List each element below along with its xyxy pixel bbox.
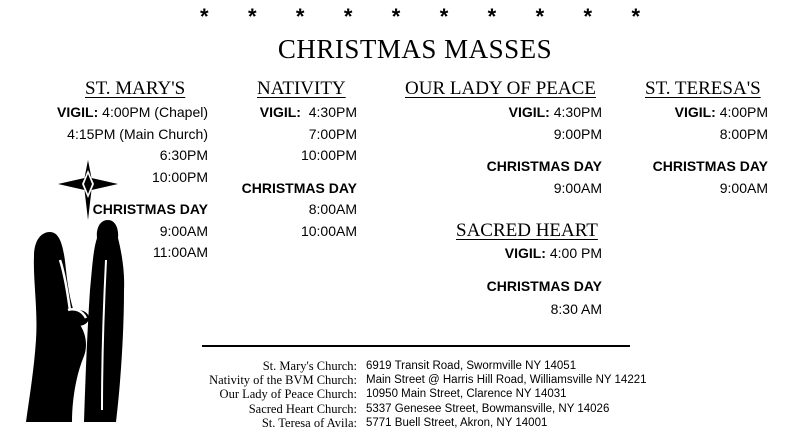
address-church-name: Sacred Heart Church: xyxy=(248,401,357,416)
star: * xyxy=(439,4,449,29)
vigil-row xyxy=(487,102,602,124)
mass-time: 4:00 PM xyxy=(549,245,602,261)
christmas-day-label: CHRISTMAS DAY xyxy=(486,277,602,294)
vigil-label: VIGIL: xyxy=(57,104,99,120)
church-heading-our-lady-of-peace: OUR LADY OF PEACE xyxy=(405,78,596,99)
schedule-sacred-heart xyxy=(487,243,602,321)
vigil-row xyxy=(487,243,602,265)
star: * xyxy=(247,4,257,29)
vigil-row xyxy=(57,102,208,124)
mass-time: 11:00AM xyxy=(153,244,208,260)
schedule-our-lady-of-peace xyxy=(487,102,602,199)
star: * xyxy=(583,4,593,29)
mass-time: 7:00PM xyxy=(308,125,357,142)
vigil-label: VIGIL: xyxy=(504,245,546,261)
address-value: 5337 Genesee Street, Bowmansville, NY 14026 xyxy=(366,402,610,415)
address-church-name: Nativity of the BVM Church: xyxy=(209,373,357,388)
christmas-day-label: CHRISTMAS DAY xyxy=(241,179,357,196)
address-value: 6919 Transit Road, Swormville NY 14051 xyxy=(366,360,577,372)
star: * xyxy=(391,4,401,29)
mass-time: 10:00PM xyxy=(300,147,357,163)
vigil-label: VIGIL: xyxy=(259,104,301,120)
vigil-label: VIGIL: xyxy=(508,104,550,120)
mass-time: 4:30PM xyxy=(308,104,357,120)
christmas-day-label: CHRISTMAS DAY xyxy=(486,158,602,174)
star: * xyxy=(343,4,353,29)
star: * xyxy=(535,4,545,29)
address-church-name: St. Mary's Church: xyxy=(262,359,357,373)
church-heading-st-teresas: ST. TERESA'S xyxy=(645,78,761,99)
christmas-day-label: CHRISTMAS DAY xyxy=(652,158,768,174)
address-values xyxy=(366,359,647,430)
mass-time: 9:00AM xyxy=(719,179,768,196)
church-heading-sacred-heart: SACRED HEART xyxy=(456,220,598,241)
mass-time: 4:15PM (Main Church) xyxy=(67,125,208,142)
mass-time: 10:00AM xyxy=(300,222,357,239)
star: * xyxy=(631,4,640,29)
mass-time: 4:00PM xyxy=(719,104,768,120)
address-value: 5771 Buell Street, Akron, NY 14001 xyxy=(366,416,548,429)
mass-time: 6:30PM xyxy=(159,147,208,163)
address-church-name: St. Teresa of Avila: xyxy=(261,415,357,430)
church-heading-nativity: NATIVITY xyxy=(257,78,346,99)
mass-time: 9:00PM xyxy=(553,125,602,142)
nativity-silhouette-icon xyxy=(20,160,140,422)
mass-time: 9:00AM xyxy=(159,222,208,239)
address-value: Main Street @ Harris Hill Road, Williamsville NY 14221 xyxy=(366,374,647,387)
mass-time: 4:30PM xyxy=(553,104,602,120)
mass-time: 8:00AM xyxy=(308,201,357,217)
star: * xyxy=(487,4,497,29)
mass-time: 10:00PM xyxy=(151,168,208,185)
mass-time: 9:00AM xyxy=(553,179,602,196)
mass-time: 8:30 AM xyxy=(550,301,602,317)
address-value: 10950 Main Street, Clarence NY 14031 xyxy=(366,388,567,401)
address-church-names xyxy=(209,359,357,430)
address-church-name: Our Lady of Peace Church: xyxy=(219,387,357,402)
church-heading-st-marys: ST. MARY'S xyxy=(85,78,186,99)
christmas-day-label: CHRISTMAS DAY xyxy=(92,201,208,217)
star: * xyxy=(200,4,209,29)
schedule-nativity xyxy=(242,102,357,242)
star-row xyxy=(200,4,640,30)
schedule-st-teresas xyxy=(653,102,768,199)
mass-time: 4:00PM (Chapel) xyxy=(102,104,208,120)
vigil-row xyxy=(242,102,357,124)
vigil-row xyxy=(653,102,768,124)
mass-time: 8:00PM xyxy=(719,125,768,142)
vigil-label: VIGIL: xyxy=(674,104,716,120)
page-title: CHRISTMAS MASSES xyxy=(277,34,553,64)
divider-rule xyxy=(202,345,630,347)
star: * xyxy=(295,4,305,29)
